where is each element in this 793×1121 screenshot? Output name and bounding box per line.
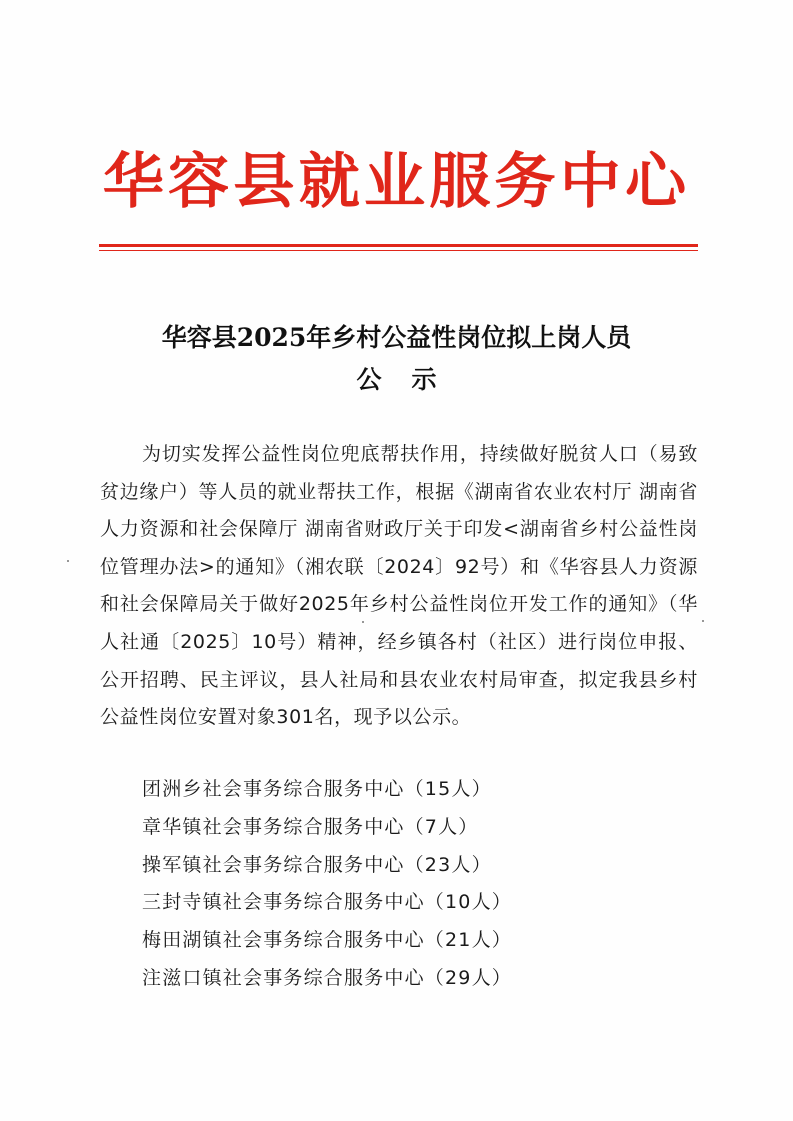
unit-list-item: 团洲乡社会事务综合服务中心（15人）	[142, 778, 492, 800]
letterhead-title: 华容县就业服务中心	[102, 147, 691, 217]
letterhead-rule-thin	[99, 250, 698, 251]
notice-subtitle: 公示	[356, 365, 467, 394]
scan-speck	[67, 560, 69, 562]
unit-list-item: 操军镇社会事务综合服务中心（23人）	[142, 853, 492, 876]
unit-list-item: 三封寺镇社会事务综合服务中心（10人）	[142, 891, 512, 914]
unit-list-item: 章华镇社会事务综合服务中心（7人）	[142, 815, 479, 838]
letterhead-rule-thick	[99, 244, 698, 247]
notice-body-paragraph: 为切实发挥公益性岗位兜底帮扶作用，持续做好脱贫人口（易致贫边缘户）等人员的就业帮扶工作，根据《湖南省农业农村厅 湖南省人力资源和社会保障厅 湖南省财政厅关于印发<湖南省乡村公益性岗位管理办法>的通知》（湘农联〔2024〕92号）和《华容县人力资源和社会保障局关于做好2025年乡村公益性岗位开发工作的通知》（华人社通〔2025〕10号）精神，经乡镇各村（社区）进行岗位申报、公开招聘、民主评议，县人社局和县农业农村局审查，拟定我县乡村公益性岗位安置对象301名，现予以公示。	[100, 443, 698, 729]
scan-speck	[362, 621, 364, 623]
unit-list	[142, 771, 702, 998]
scan-speck	[702, 620, 704, 622]
unit-list-item: 注滋口镇社会事务综合服务中心（29人）	[142, 966, 512, 989]
notice-title: 华容县2025年乡村公益性岗位拟上岗人员	[161, 323, 632, 352]
unit-list-item: 梅田湖镇社会事务综合服务中心（21人）	[142, 929, 512, 952]
